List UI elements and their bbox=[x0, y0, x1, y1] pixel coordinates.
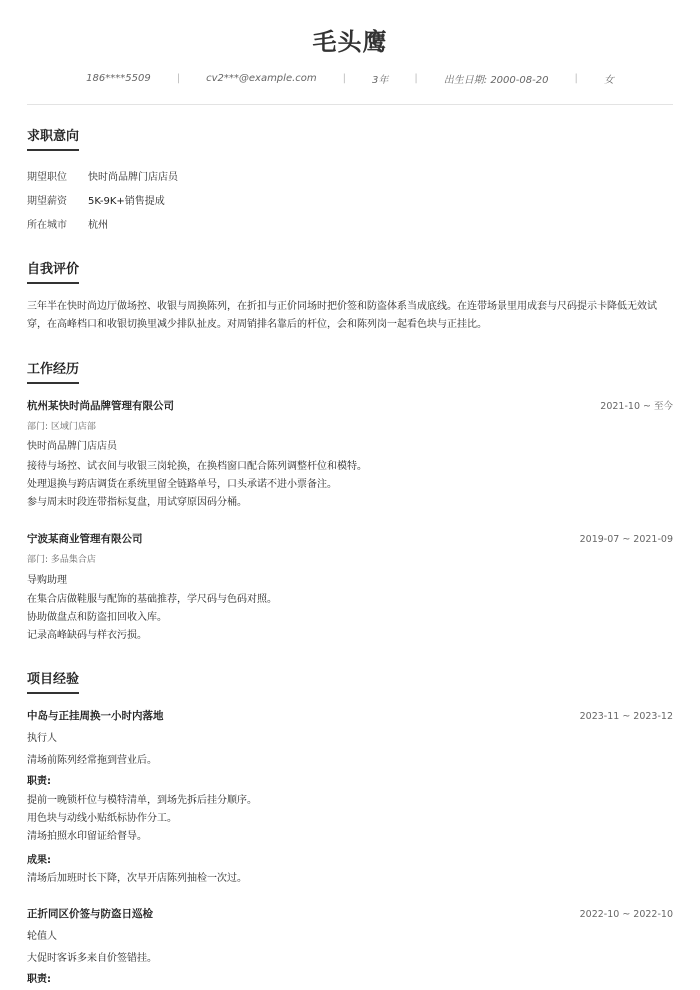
salary-label: 期望薪资 bbox=[27, 196, 67, 207]
section-underline bbox=[27, 692, 79, 694]
project-date: 2022-10 ~ 2022-10 bbox=[579, 909, 673, 920]
work-entry-head bbox=[27, 398, 673, 413]
separator: | bbox=[342, 73, 347, 84]
section-title-projects bbox=[27, 668, 79, 694]
section-underline bbox=[27, 149, 79, 151]
work-line: 处理退换与跨店调货在系统里留全链路单号，口头承诺不进小票备注。 bbox=[27, 479, 337, 490]
work-line: 记录高峰缺码与样衣污损。 bbox=[27, 630, 147, 641]
company-name: 杭州某快时尚品牌管理有限公司 bbox=[27, 400, 174, 412]
company-name: 宁波某商业管理有限公司 bbox=[27, 533, 143, 545]
section-title-text: 项目经验 bbox=[27, 672, 80, 687]
section-underline bbox=[27, 382, 79, 384]
project-results bbox=[27, 870, 673, 888]
work-line: 协助做盘点和防盗扣回收入库。 bbox=[27, 612, 167, 623]
section-underline bbox=[27, 282, 79, 284]
work-dept: 部门: 区域门店部 bbox=[27, 422, 96, 432]
work-description bbox=[27, 591, 673, 645]
section-title-intent bbox=[27, 125, 79, 151]
work-role: 快时尚品牌门店店员 bbox=[27, 441, 117, 452]
section-title-text: 自我评价 bbox=[27, 262, 80, 277]
work-date: 2019-07 ~ 2021-09 bbox=[579, 534, 673, 545]
duty-label: 职责: bbox=[27, 974, 51, 985]
position-label: 期望职位 bbox=[27, 172, 67, 183]
work-entry-head bbox=[27, 531, 673, 546]
project-background: 大促时客诉多来自价签错挂。 bbox=[27, 953, 157, 964]
work-line: 在集合店做鞋服与配饰的基础推荐，学尺码与色码对照。 bbox=[27, 594, 277, 605]
project-background: 清场前陈列经常拖到营业后。 bbox=[27, 755, 157, 766]
gender: 女 bbox=[603, 75, 614, 86]
intent-salary-row bbox=[27, 192, 165, 207]
project-role: 轮值人 bbox=[27, 931, 57, 942]
separator: | bbox=[176, 73, 181, 84]
experience-years: 3年 bbox=[372, 75, 389, 86]
separator: | bbox=[574, 73, 578, 84]
position-value: 快时尚品牌门店店员 bbox=[88, 172, 178, 183]
email: cv2***@example.com bbox=[206, 73, 317, 84]
work-description bbox=[27, 458, 673, 512]
section-title-self-eval bbox=[27, 258, 79, 284]
work-date: 2021-10 ~ 至今 bbox=[600, 401, 673, 412]
duty-label: 职责: bbox=[27, 776, 51, 787]
project-duties bbox=[27, 792, 673, 846]
city-value: 杭州 bbox=[88, 220, 108, 231]
result-label: 成果: bbox=[27, 855, 51, 866]
self-eval-text: 三年半在快时尚边厅做场控、收银与周换陈列，在折扣与正价同场时把价签和防盗体系当成底线。在连带场景里用成套与尺码提示卡降低无效试穿，在高峰档口和收银切换里减少排队扯皮。对周销排名靠后的杆位，会和陈列岗一起看色块与正挂比。 bbox=[27, 301, 657, 330]
intent-city-row bbox=[27, 216, 108, 231]
separator: | bbox=[414, 73, 418, 84]
project-name: 正折同区价签与防盗日巡检 bbox=[27, 908, 153, 920]
result-line: 清场后加班时长下降，次早开店陈列抽检一次过。 bbox=[27, 873, 247, 884]
section-title-text: 求职意向 bbox=[27, 129, 80, 144]
work-line: 接待与场控、试衣间与收银三岗轮换，在换档窗口配合陈列调整杆位和模特。 bbox=[27, 461, 367, 472]
duty-line: 提前一晚锁杆位与模特清单，到场先拆后挂分顺序。 bbox=[27, 795, 257, 806]
candidate-name: 毛头鹰 bbox=[312, 28, 388, 56]
project-entry-head bbox=[27, 906, 673, 921]
duty-line: 用色块与动线小贴纸标协作分工。 bbox=[27, 813, 177, 824]
section-title-work bbox=[27, 358, 79, 384]
project-date: 2023-11 ~ 2023-12 bbox=[579, 711, 673, 722]
work-dept: 部门: 多品集合店 bbox=[27, 555, 96, 565]
project-role: 执行人 bbox=[27, 733, 57, 744]
project-entry-head bbox=[27, 708, 673, 723]
duty-line: 清场拍照水印留证给督导。 bbox=[27, 831, 147, 842]
project-name: 中岛与正挂周换一小时内落地 bbox=[27, 710, 164, 722]
birth-date: 出生日期: 2000-08-20 bbox=[443, 75, 549, 86]
section-title-text: 工作经历 bbox=[27, 362, 80, 377]
phone: 186****5509 bbox=[86, 73, 151, 84]
contact-bar bbox=[0, 71, 700, 86]
city-label: 所在城市 bbox=[27, 220, 67, 231]
intent-position-row bbox=[27, 168, 178, 183]
work-line: 参与周末时段连带指标复盘，用试穿原因码分桶。 bbox=[27, 497, 247, 508]
header-divider bbox=[27, 104, 673, 105]
work-role: 导购助理 bbox=[27, 575, 67, 586]
salary-value: 5K-9K+销售提成 bbox=[88, 196, 165, 207]
